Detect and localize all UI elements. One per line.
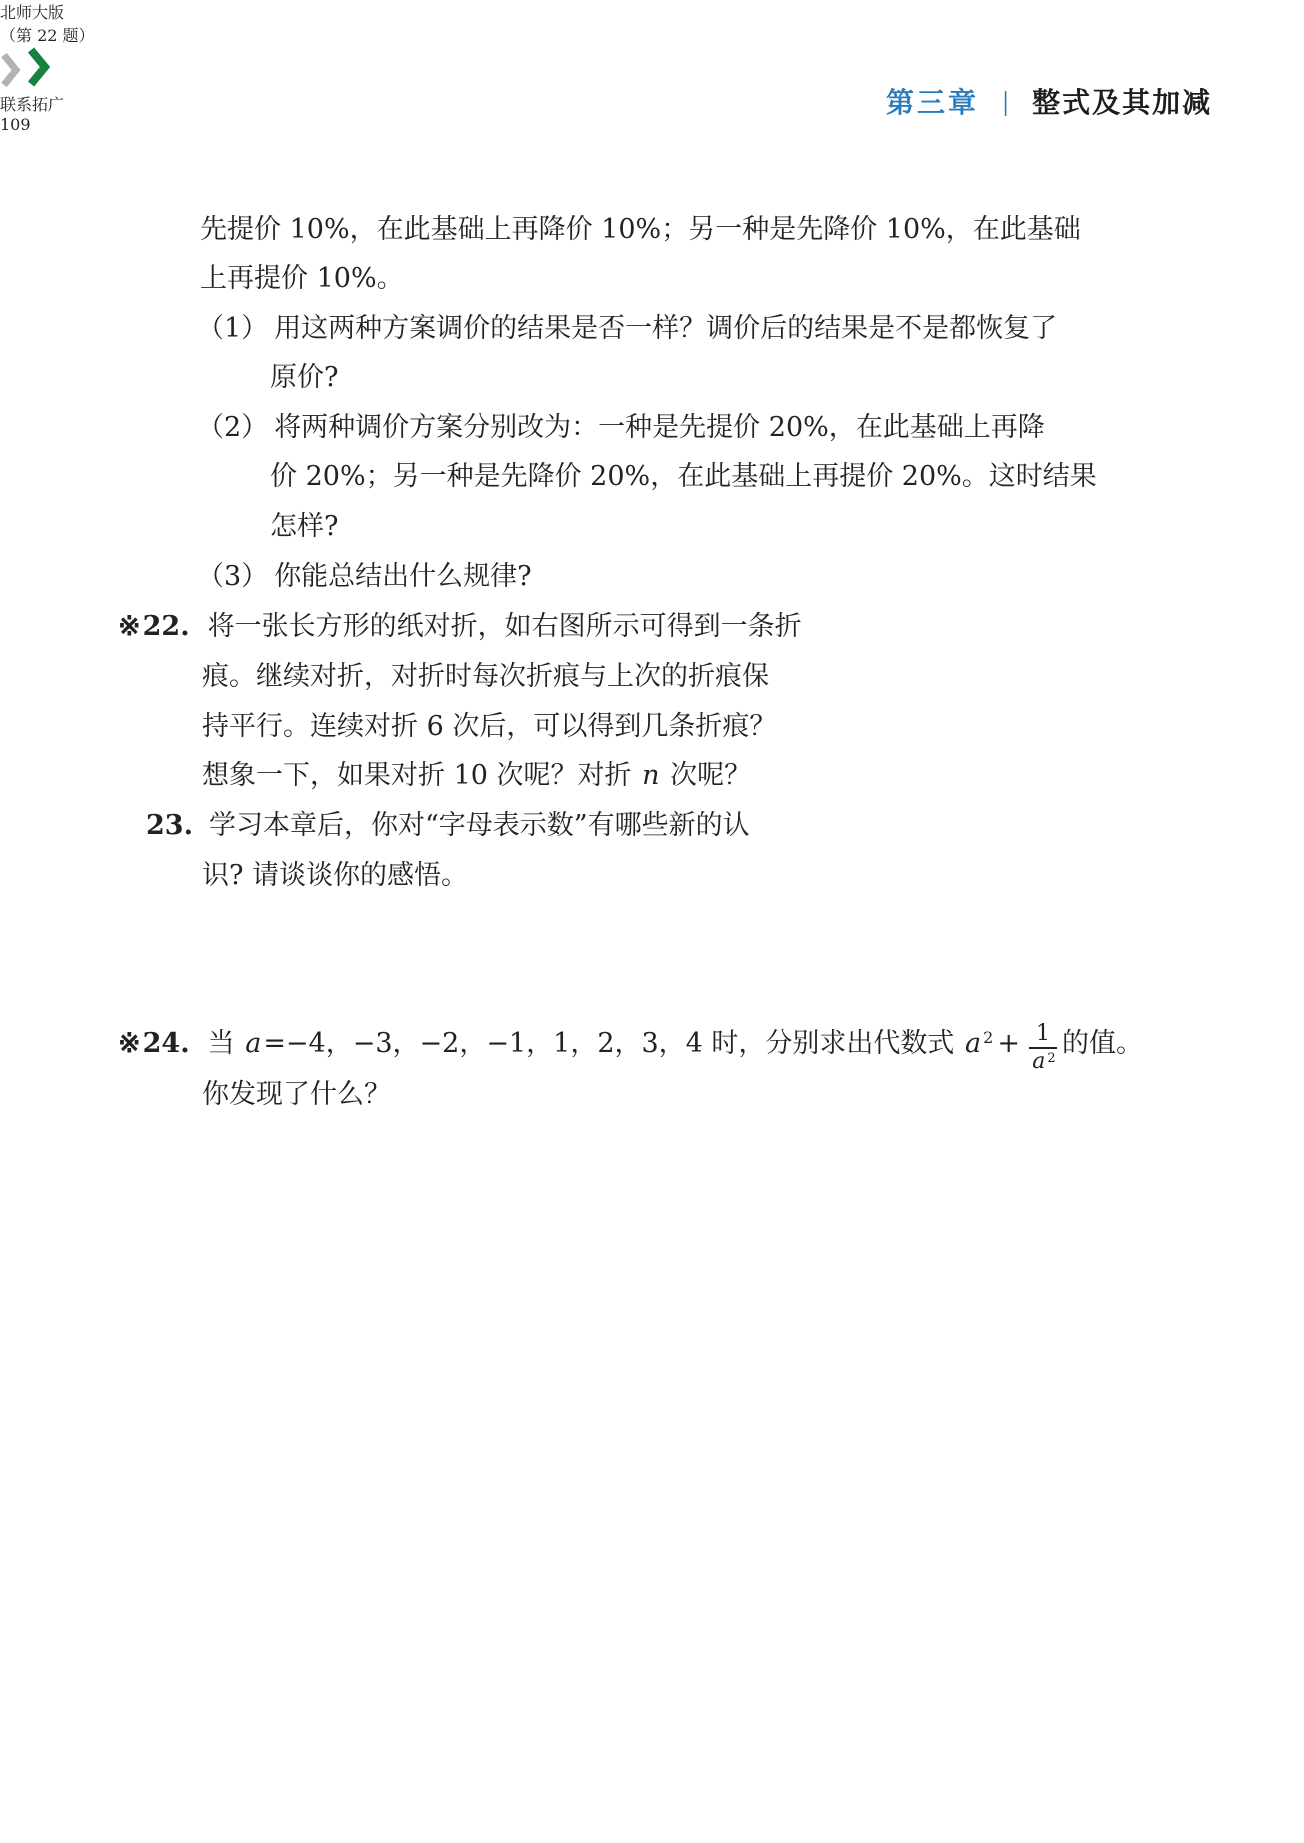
chapter-number: 第三章 <box>886 86 980 119</box>
question-23 <box>146 801 750 851</box>
question-22-text <box>202 751 751 801</box>
subitem-2 <box>197 403 1045 453</box>
question-24 <box>118 1019 1143 1074</box>
publisher-watermark: 北师大版 <box>0 3 65 22</box>
starred-mark: ※ <box>118 1028 141 1059</box>
question-22-text: 将一张长方形的纸对折，如右图所示可得到一条折 <box>207 611 802 642</box>
subitem-2-text: 将两种调价方案分别改为：一种是先提价 20%，在此基础上再降 <box>274 412 1045 443</box>
question-24-number: 24. <box>142 1028 190 1059</box>
intro-line: 上再提价 10%。 <box>200 263 404 294</box>
question-24-text: 你发现了什么？ <box>202 1079 391 1110</box>
subitem-3-label: （3） <box>197 561 269 592</box>
question-23-text: 识? 请谈谈你的感悟。 <box>202 860 469 891</box>
variable-a: a <box>245 1028 262 1059</box>
starred-mark: ※ <box>118 611 141 642</box>
subitem-1-text: 用这两种方案调价的结果是否一样？调价后的结果是不是都恢复了 <box>274 313 1058 344</box>
subitem-3 <box>197 552 532 602</box>
section-title: 联系拓广 <box>0 95 65 114</box>
question-24-text-pre: 当 <box>207 1028 244 1059</box>
chapter-header <box>886 82 1212 120</box>
question-22-text-pre: 想象一下，如果对折 10 次呢？对折 <box>202 760 641 791</box>
folded-paper-photo <box>897 603 1167 814</box>
variable-a: a <box>1032 1049 1046 1074</box>
page-number: 109 <box>0 115 31 134</box>
plus-sign: + <box>997 1028 1020 1059</box>
question-22 <box>118 602 802 652</box>
subitem-1-label: （1） <box>197 313 269 344</box>
subitem-2-label: （2） <box>197 412 269 443</box>
question-22-number: 22. <box>142 611 190 642</box>
question-23-text: 学习本章后，你对“字母表示数”有哪些新的认 <box>208 810 750 841</box>
subitem-1 <box>197 304 1057 354</box>
header-divider: | <box>1002 86 1009 116</box>
intro-line: 先提价 10%，在此基础上再降价 10%；另一种是先降价 10%，在此基础 <box>200 214 1081 245</box>
expression-exponent: 2 <box>983 1028 994 1047</box>
question-22-text: 持平行。连续对折 6 次后，可以得到几条折痕？ <box>202 711 777 742</box>
chevron-right-icon-gray <box>0 52 22 88</box>
subitem-2-text: 价 20%；另一种是先降价 20%，在此基础上再提价 20%。这时结果 <box>270 461 1097 492</box>
chevron-right-icon-green <box>27 46 51 88</box>
subitem-1-text: 原价? <box>270 362 339 393</box>
figure-caption: （第 22 题） <box>0 26 95 45</box>
fraction-denominator <box>1029 1049 1057 1075</box>
question-22-text: 痕。继续对折，对折时每次折痕与上次的折痕保 <box>202 661 769 692</box>
expression-base: a <box>965 1028 982 1059</box>
question-22-text-post: 次呢？ <box>661 760 752 791</box>
variable-n: n <box>642 760 660 791</box>
subitem-2-text: 怎样? <box>270 511 339 542</box>
fraction <box>1029 1021 1057 1075</box>
fraction-numerator: 1 <box>1029 1021 1057 1049</box>
chapter-title: 整式及其加减 <box>1032 86 1213 119</box>
question-23-number: 23. <box>146 810 193 841</box>
question-24-text-post: 的值。 <box>1061 1028 1143 1059</box>
subitem-3-text: 你能总结出什么规律? <box>274 561 532 592</box>
denominator-exponent: 2 <box>1047 1051 1056 1066</box>
question-24-values: =−4，−3，−2，−1，1，2，3，4 时，分别求出代数式 <box>263 1028 964 1059</box>
